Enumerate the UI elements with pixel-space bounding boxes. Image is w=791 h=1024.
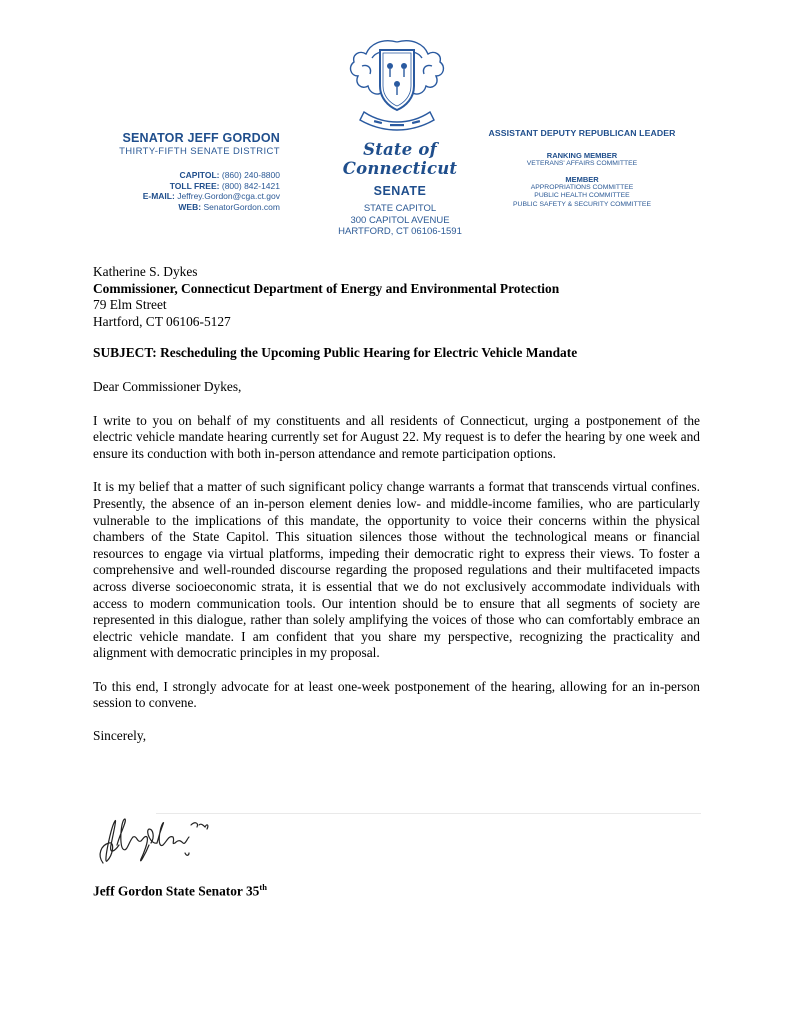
capitol-address: STATE CAPITOL 300 CAPITOL AVENUE HARTFORD, CT 06106-1591 (338, 203, 462, 237)
letterhead-state-info (305, 140, 495, 238)
member-committee: PUBLIC SAFETY & SECURITY COMMITTEE (513, 200, 651, 208)
leader-title: ASSISTANT DEPUTY REPUBLICAN LEADER (488, 128, 676, 138)
letter-body (93, 264, 700, 745)
member-committee: PUBLIC HEALTH COMMITTEE (534, 192, 630, 199)
ranking-committee: VETERANS' AFFAIRS COMMITTEE (526, 160, 638, 167)
signature-divider (156, 813, 701, 814)
member-committee: APPROPRIATIONS COMMITTEE (530, 183, 634, 191)
contact-info (100, 170, 280, 212)
body-paragraph: It is my belief that a matter of such significant policy change warrants a format that transcends virtual confines. Presently, the absence of an in-person element denies low- and middle-income families, who are particularly vulnerable to the implications of this mandate, the opportunity to voice their concerns within the physical chambers of the State Capitol. This situation silences those without the technological means or financial resources to engage via virtual platforms, impeding their democratic right to express their views. To foster a comprehensive and well-rounded discourse regarding the proposed regulations and their multifaceted impacts across diverse socioeconomic strata, it is essential that we do not exclusively accommodate individuals with access to modern communication tools. Our intention should be to ensure that all segments of society are represented in this dialogue, rather than solely amplifying the voices of those who can comfortably embrace an electric vehicle mandate. I am confident that you share my perspective, recognizing the practicality and alignment with democratic principles in my proposal. (93, 479, 700, 661)
member-label: MEMBER (565, 174, 599, 184)
body-paragraph: I write to you on behalf of my constituents and all residents of Connecticut, urging a postponement of the electric vehicle mandate hearing currently set for August 22. My request is to defer the hearing by one week and ensure its conduction with both in-person attendance and remote participation options. (93, 412, 700, 461)
contact-email: E-MAIL: Jeffrey.Gordon@cga.ct.gov (142, 191, 280, 201)
chamber-name: SENATE (373, 184, 427, 198)
connecticut-seal-icon (342, 36, 452, 134)
body-paragraph: To this end, I strongly advocate for at least one-week postponement of the hearing, allowing for an in-person session to convene. (93, 678, 700, 711)
recipient-city: Hartford, CT 06106-5127 (93, 313, 231, 329)
state-title: State of Connecticut (342, 140, 458, 178)
salutation: Dear Commissioner Dykes, (93, 378, 242, 394)
letterhead-senator-info (100, 131, 280, 212)
senator-name: SENATOR JEFF GORDON (122, 131, 280, 145)
closing: Sincerely, (93, 728, 147, 744)
contact-capitol: CAPITOL: (860) 240-8800 (179, 170, 280, 180)
recipient-name: Katherine S. Dykes (93, 264, 198, 279)
contact-web: WEB: SenatorGordon.com (178, 201, 280, 212)
contact-toll-free: TOLL FREE: (800) 842-1421 (169, 180, 280, 191)
signer-line: Jeff Gordon State Senator 35th (93, 882, 267, 899)
recipient-street: 79 Elm Street (93, 297, 167, 313)
senate-district: THIRTY-FIFTH SENATE DISTRICT (119, 146, 280, 157)
recipient-address (93, 264, 700, 330)
letterhead-committees (482, 128, 682, 209)
subject-line: SUBJECT: Rescheduling the Upcoming Public Hearing for Electric Vehicle Mandate (93, 345, 578, 361)
recipient-title: Commissioner, Connecticut Department of Energy and Environmental Protection (93, 280, 560, 296)
ranking-member-label: RANKING MEMBER (546, 151, 618, 160)
handwritten-signature (93, 815, 213, 877)
